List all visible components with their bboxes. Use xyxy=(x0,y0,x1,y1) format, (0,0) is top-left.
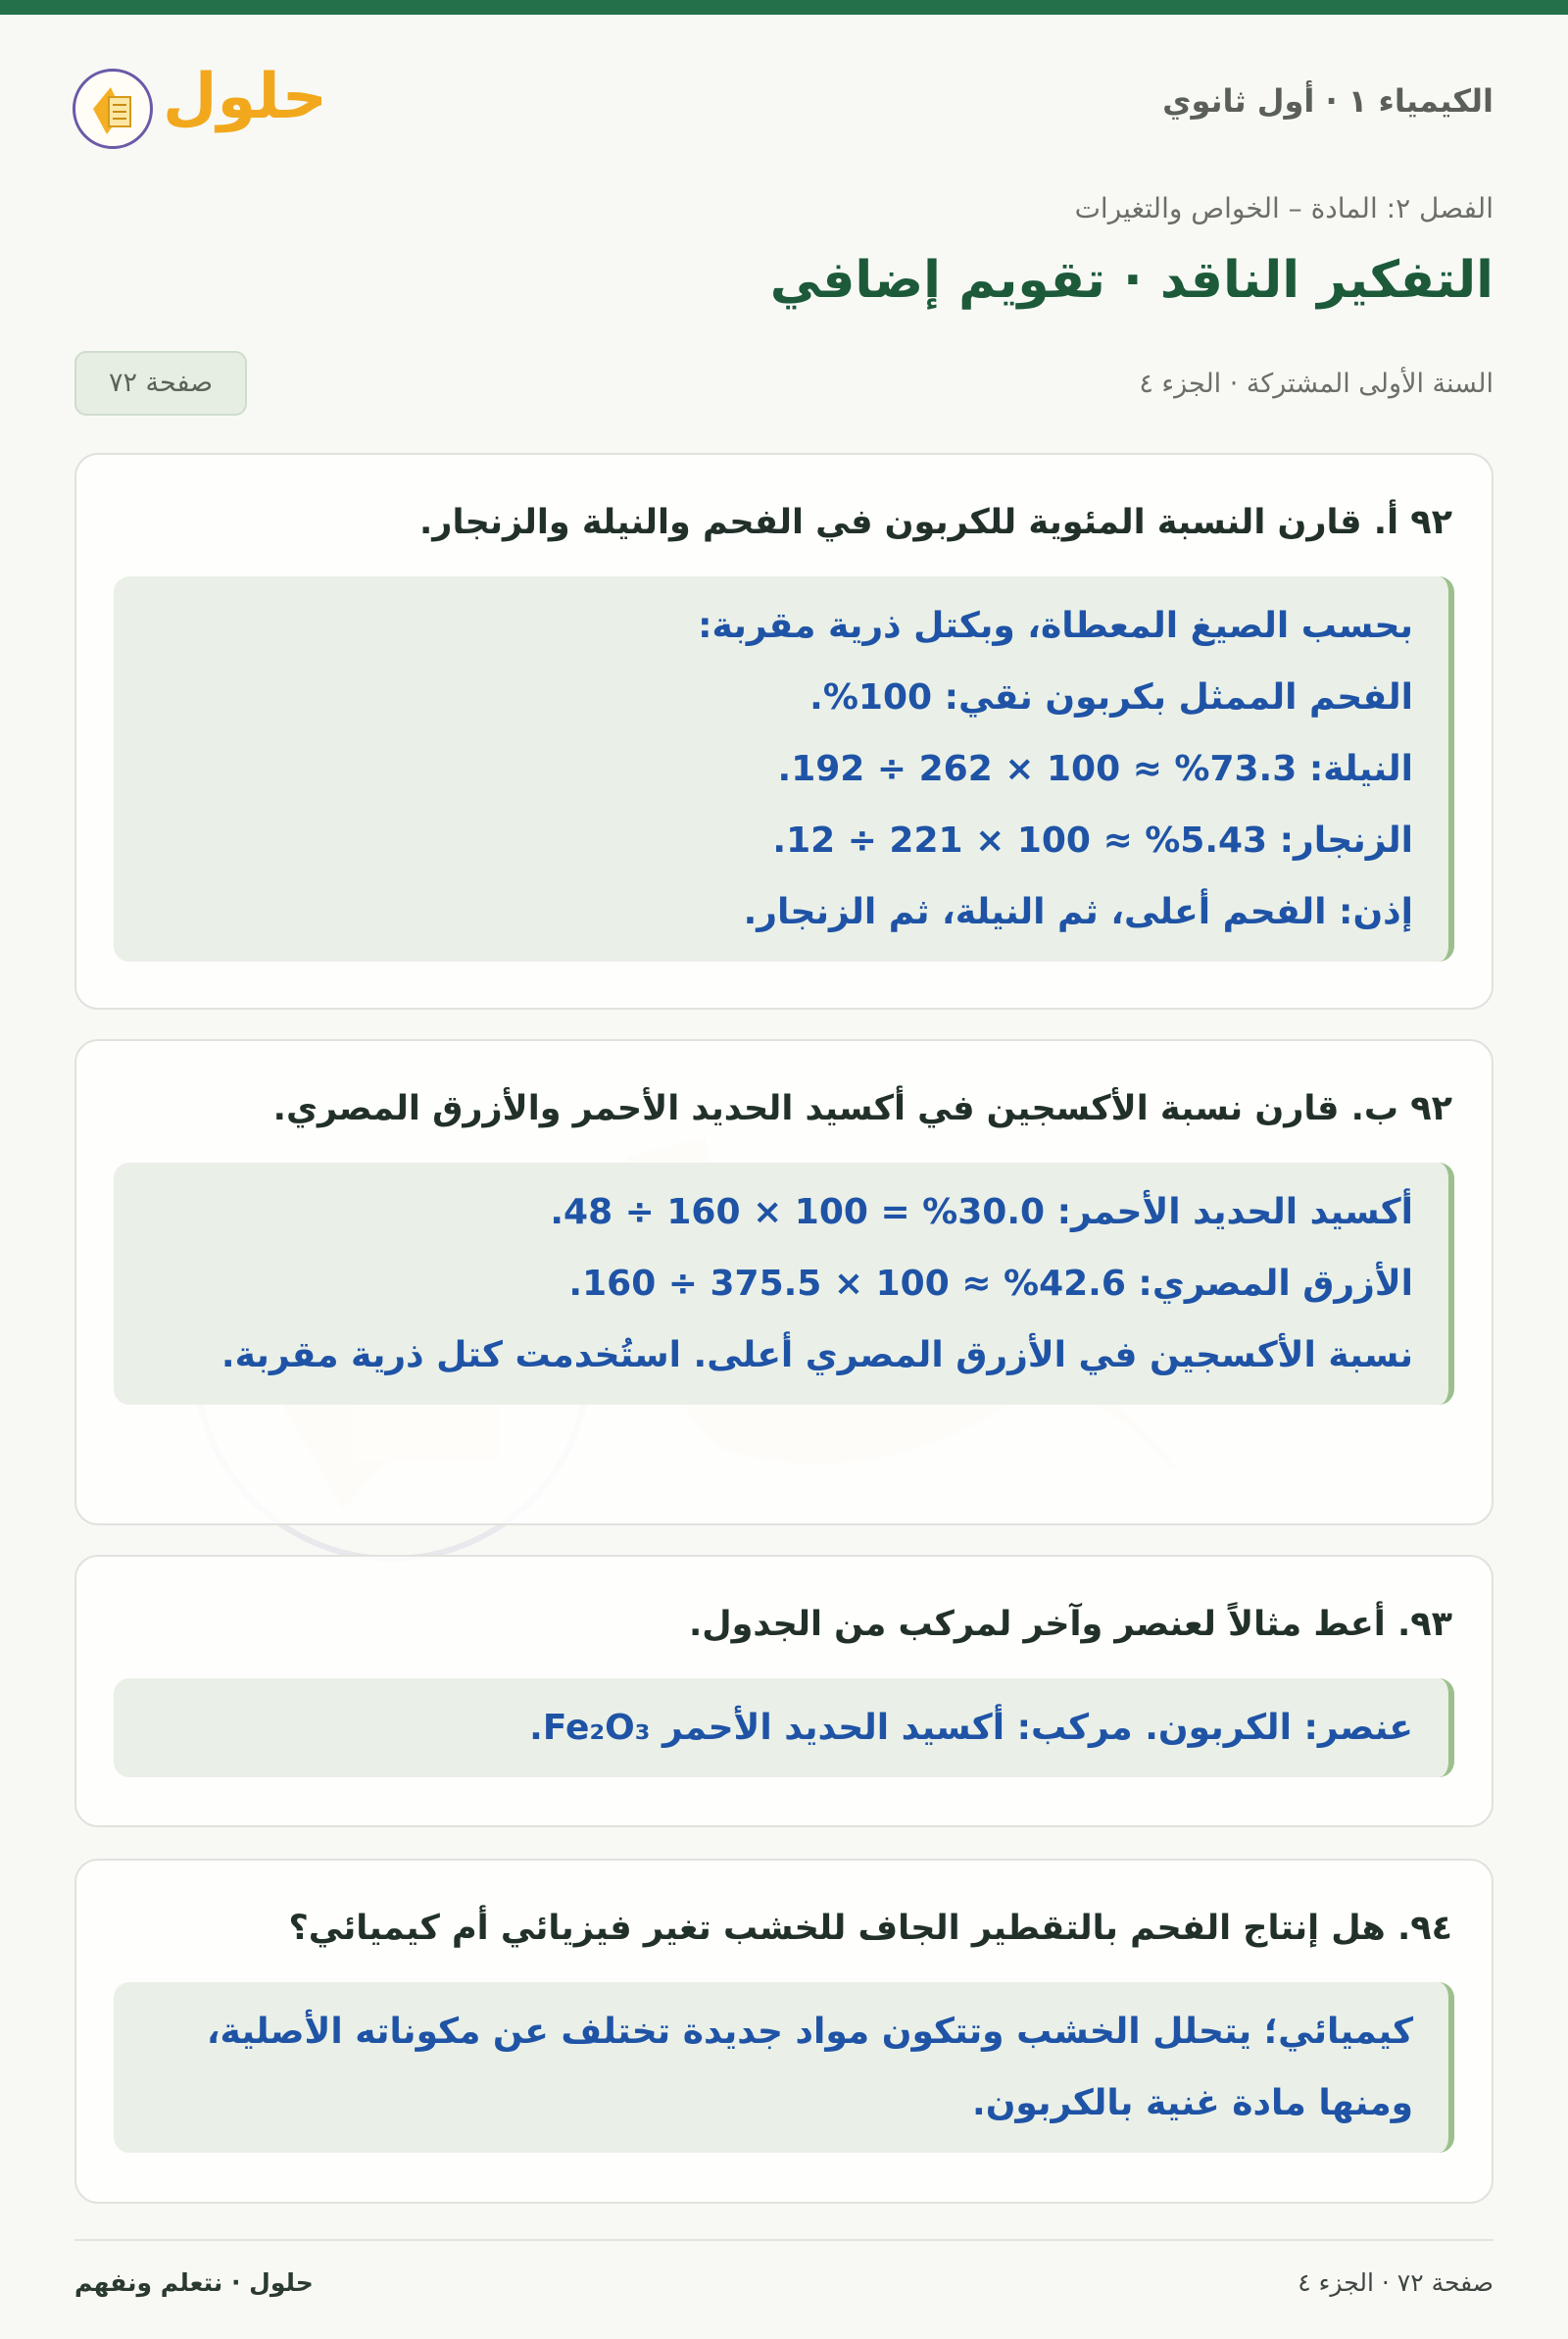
subject-label: الكيمياء ١ · أول ثانوي xyxy=(1162,82,1494,120)
answer-line: بحسب الصيغ المعطاة، وبكتل ذرية مقربة: xyxy=(698,606,1413,646)
question-card-92b xyxy=(74,1039,1494,1525)
footer-page-info: صفحة ٧٢ · الجزء ٤ xyxy=(1298,2268,1494,2297)
page-title: التفكير الناقد · تقويم إضافي xyxy=(769,251,1494,310)
course-meta: السنة الأولى المشتركة · الجزء ٤ xyxy=(1139,369,1494,399)
page-number-badge: صفحة ٧٢ xyxy=(74,351,247,416)
answer-box xyxy=(114,1982,1454,2153)
answer-line: كيميائي؛ يتحلل الخشب وتتكون مواد جديدة تختلف عن مكوناته الأصلية، ومنها مادة غنية بالكربون. xyxy=(206,2012,1413,2123)
answer-line: أكسيد الحديد الأحمر: 30.0% = 100 × 160 ÷ 48. xyxy=(550,1192,1413,1232)
logo-wordmark: حلول xyxy=(163,61,327,133)
footer-divider xyxy=(74,2239,1494,2241)
question-text: ٩٤. هل إنتاج الفحم بالتقطير الجاف للخشب تغير فيزيائي أم كيميائي؟ xyxy=(288,1909,1452,1948)
question-card-93 xyxy=(74,1555,1494,1827)
top-accent-bar xyxy=(0,0,1568,15)
answer-line: نسبة الأكسجين في الأزرق المصري أعلى. استُخدمت كتل ذرية مقربة. xyxy=(220,1335,1413,1375)
footer-tagline: حلول · نتعلم ونفهم xyxy=(74,2268,314,2297)
logo-badge-icon xyxy=(73,69,153,149)
answer-line: الفحم الممثل بكربون نقي: 100%. xyxy=(809,677,1413,718)
question-card-92a xyxy=(74,453,1494,1010)
answer-line: إذن: الفحم أعلى، ثم النيلة، ثم الزنجار. xyxy=(743,892,1413,932)
answer-box xyxy=(114,1678,1454,1777)
answer-line: الزنجار: 5.43% ≈ 100 × 221 ÷ 12. xyxy=(772,821,1413,861)
question-text: ٩٢ أ. قارن النسبة المئوية للكربون في الفحم والنيلة والزنجار. xyxy=(419,503,1452,542)
answer-box xyxy=(114,1163,1454,1405)
answer-box xyxy=(114,576,1454,962)
logo[interactable] xyxy=(73,59,327,161)
answer-line: عنصر: الكربون. مركب: أكسيد الحديد الأحمر Fe₂O₃. xyxy=(529,1708,1413,1748)
answer-line: النيلة: 73.3% ≈ 100 × 262 ÷ 192. xyxy=(777,749,1413,789)
question-card-94 xyxy=(74,1859,1494,2204)
question-text: ٩٣. أعط مثالاً لعنصر وآخر لمركب من الجدول. xyxy=(688,1605,1452,1644)
answer-line: الأزرق المصري: 42.6% ≈ 100 × 375.5 ÷ 160. xyxy=(568,1264,1413,1304)
question-text: ٩٢ ب. قارن نسبة الأكسجين في أكسيد الحديد الأحمر والأزرق المصري. xyxy=(272,1089,1452,1128)
chapter-breadcrumb: الفصل ٢: المادة – الخواص والتغيرات xyxy=(1074,192,1494,224)
